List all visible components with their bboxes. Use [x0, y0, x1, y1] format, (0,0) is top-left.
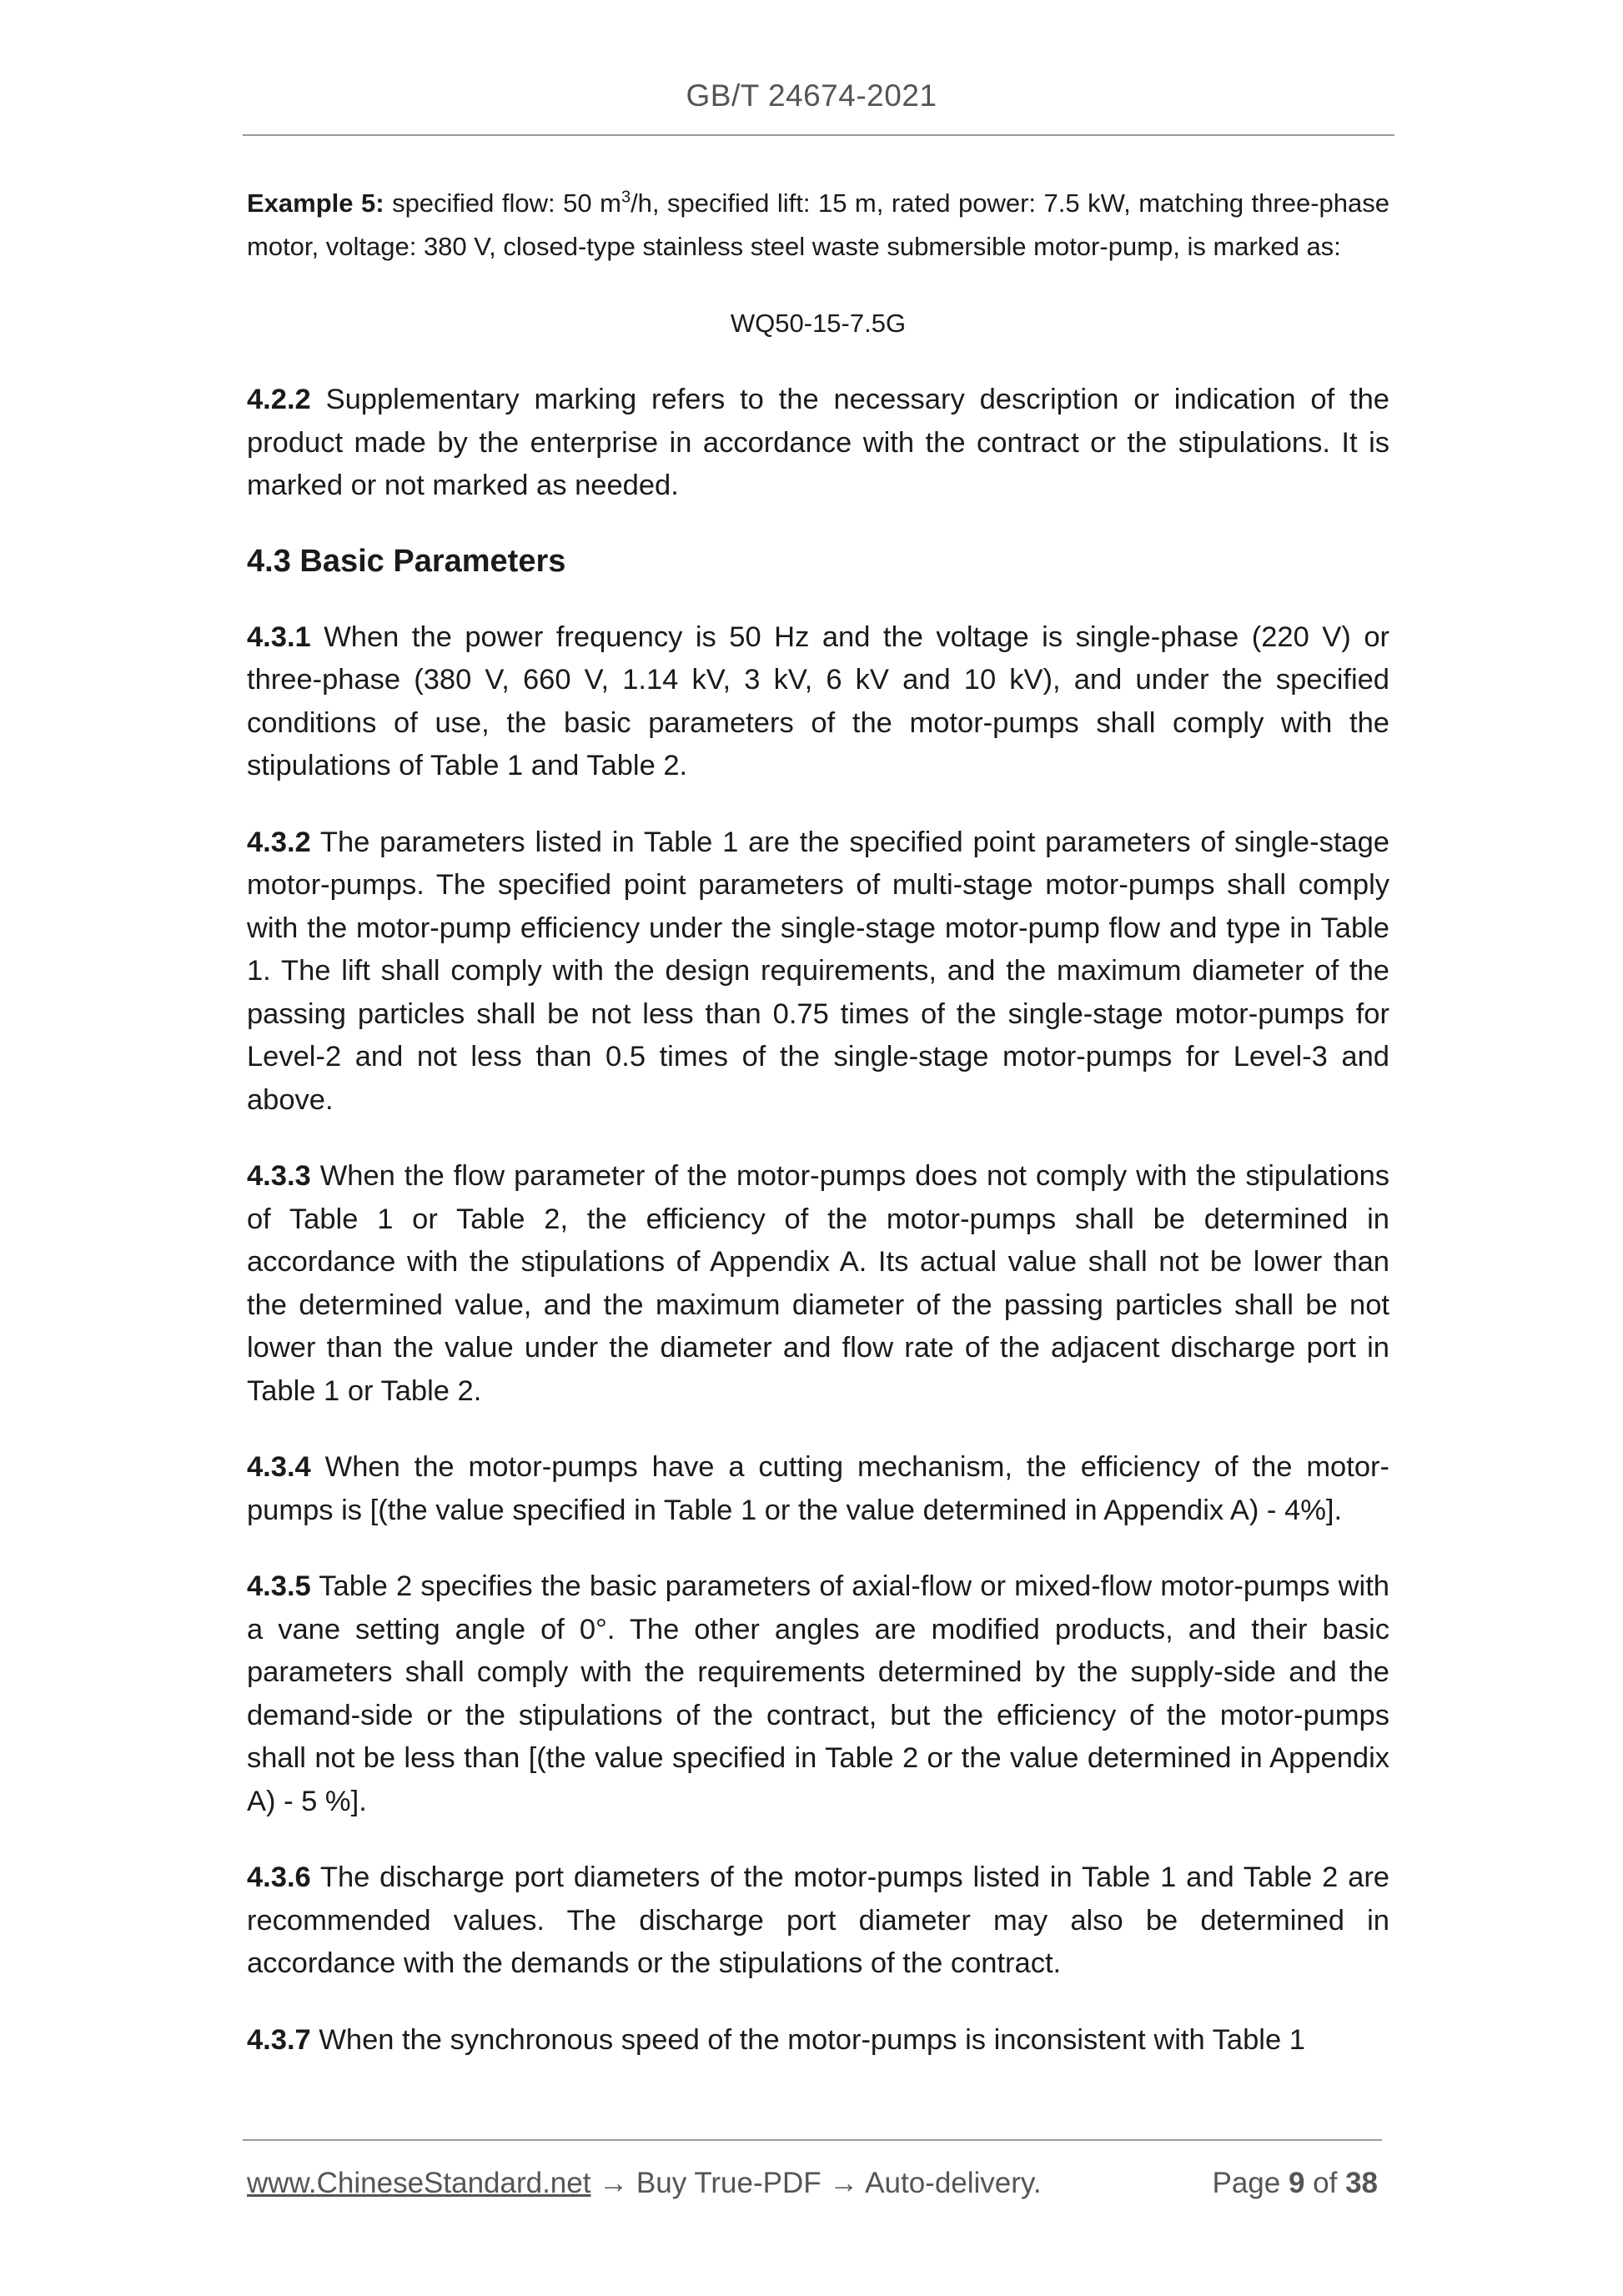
clause-4-3-4 — [247, 1446, 1389, 1532]
clause-number: 4.2.2 — [247, 384, 311, 415]
page-label: Page — [1212, 2167, 1289, 2199]
clause-number: 4.3.4 — [247, 1451, 311, 1483]
page-current: 9 — [1288, 2167, 1305, 2199]
clause-text: When the flow parameter of the motor-pumps does not comply with the stipulations of Table 1 or Table 2, the efficiency of the motor-pumps shall be determined in accordance with the stipulations of Appendix A. Its actual value shall not be lower than the determined value, and the maximum diameter of the passing particles shall be not lower than the value under the diameter and flow rate of the adjacent discharge port in Table 1 or Table 2. — [247, 1160, 1389, 1407]
page-number — [1212, 2163, 1378, 2203]
clause-text: When the power frequency is 50 Hz and the voltage is single-phase (220 V) or three-phase (380 V, 660 V, 1.14 kV, 3 kV, 6 kV and 10 kV), and under the specified conditions of use, the basic parameters of the motor-pumps shall comply with the stipulations of Table 1 and Table 2. — [247, 620, 1389, 781]
clause-4-3-2 — [247, 821, 1389, 1123]
clause-number: 4.3.3 — [247, 1160, 311, 1192]
example-text-start: specified flow: 50 m — [384, 188, 621, 218]
example-text-end: /h, specified lift: 15 m, rated power: 7.5 kW, matching three-phase motor, voltage: 380 V, closed-type stainless steel waste submersible motor-pump, is marked as: — [247, 188, 1389, 261]
clause-text: The parameters listed in Table 1 are the specified point parameters of single-stage motor-pumps. The specified point parameters of multi-stage motor-pumps shall comply with the motor-pump efficiency under the single-stage motor-pump flow and type in Table 1. The lift shall comply with the design requirements, and the maximum diameter of the passing particles shall be not less than 0.75 times of the single-stage motor-pumps for Level-2 and not less than 0.5 times of the single-stage motor-pumps for Level-3 and above. — [247, 826, 1389, 1116]
example-5 — [247, 182, 1389, 269]
page-total: 38 — [1345, 2167, 1378, 2199]
clause-text: Table 2 specifies the basic parameters of axial-flow or mixed-flow motor-pumps with a vane setting angle of 0°. The other angles are modified products, and their basic parameters shall comply with the requirements determined by the supply-side and the demand-side or the stipulations of the contract, but the efficiency of the motor-pumps shall not be less than [(the value specified in Table 2 or the value determined in Appendix A) - 5 %]. — [247, 1570, 1389, 1817]
footer-promo-text: → Buy True-PDF → Auto-delivery. — [590, 2167, 1042, 2199]
clause-4-3-3 — [247, 1155, 1389, 1413]
clause-text: When the motor-pumps have a cutting mechanism, the efficiency of the motor-pumps is [(the value specified in Table 1 or the value determined in Appendix A) - 4%]. — [247, 1451, 1389, 1526]
example-label: Example 5: — [247, 188, 384, 218]
clause-4-3-5 — [247, 1565, 1389, 1823]
footer-promo — [247, 2163, 1042, 2203]
clause-number: 4.3.2 — [247, 826, 311, 858]
clause-text: The discharge port diameters of the motor-pumps listed in Table 1 and Table 2 are recommended values. The discharge port diameter may also be determined in accordance with the demands or the stipulations of the contract. — [247, 1861, 1389, 1979]
clause-4-3-1 — [247, 616, 1389, 788]
example-code: WQ50-15-7.5G — [730, 309, 907, 338]
clause-number: 4.3.5 — [247, 1570, 311, 1602]
example-superscript: 3 — [621, 188, 631, 207]
clause-number: 4.3.1 — [247, 620, 311, 653]
clause-number: 4.3.6 — [247, 1861, 311, 1893]
running-header: GB/T 24674-2021 — [686, 78, 937, 113]
section-heading-4-3: 4.3 Basic Parameters — [247, 543, 566, 579]
page-of: of — [1304, 2167, 1346, 2199]
header-divider — [243, 134, 1394, 136]
clause-text: When the synchronous speed of the motor-pumps is inconsistent with Table 1 — [310, 2023, 1305, 2056]
clause-4-3-6 — [247, 1856, 1389, 1986]
footer-divider — [243, 2139, 1382, 2141]
page-body — [247, 182, 1389, 2062]
clause-4-2-2 — [247, 379, 1389, 508]
clause-number: 4.3.7 — [247, 2023, 311, 2056]
clause-text: Supplementary marking refers to the necessary description or indication of the product made by the enterprise in accordance with the contract or the stipulations. It is marked or not marked as needed. — [247, 384, 1389, 501]
chinesestandard-link[interactable]: www.ChineseStandard.net — [247, 2167, 591, 2199]
clause-4-3-7 — [247, 2019, 1389, 2062]
